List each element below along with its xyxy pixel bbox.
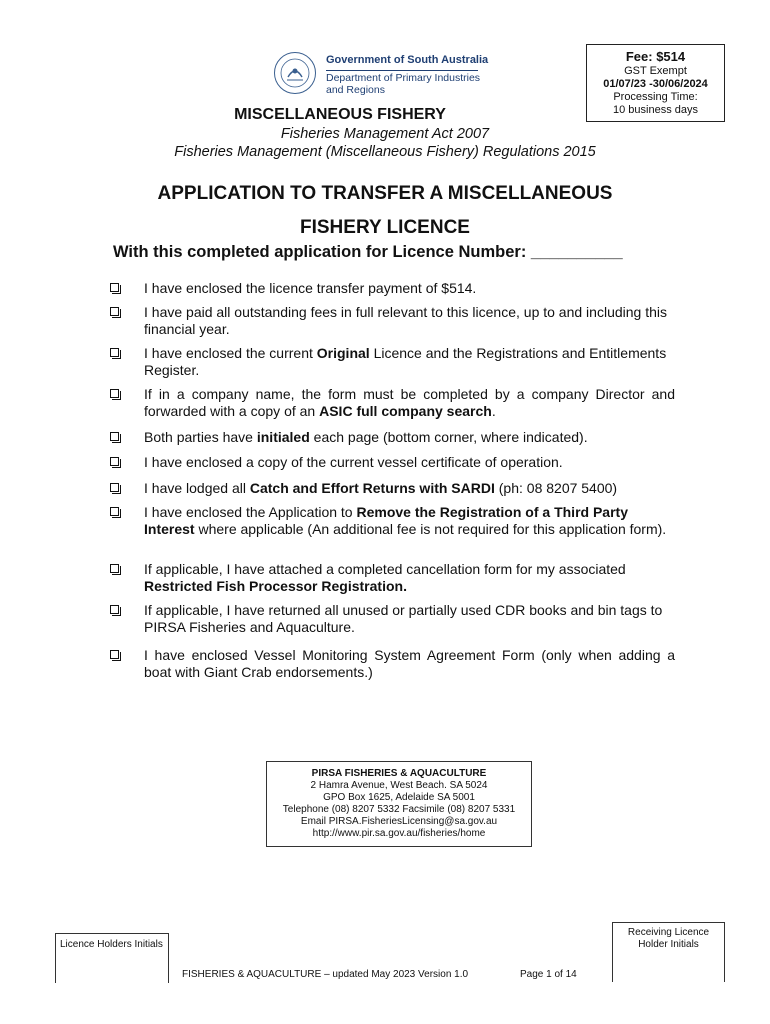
text-run: I have enclosed the licence transfer payment of $514. (144, 280, 477, 296)
fee-period: 01/07/23 -30/06/2024 (603, 78, 708, 90)
checkbox[interactable] (110, 650, 119, 659)
page-title-line-2: FISHERY LICENCE (300, 217, 470, 238)
checkbox[interactable] (110, 564, 119, 573)
fee-amount: Fee: $514 (625, 49, 686, 64)
gst-status: GST Exempt (624, 65, 687, 77)
text-run: I have paid all outstanding fees in full relevant to this licence, up to and including this financial year. (144, 304, 667, 337)
bold-text: ASIC full company search (319, 403, 492, 419)
text-run: If applicable, I have attached a completed cancellation form for my associated (144, 561, 626, 577)
bold-text: Original (316, 345, 370, 361)
text-run: . (491, 403, 496, 419)
checklist-text (144, 602, 675, 636)
checklist-text (144, 386, 675, 420)
checkbox[interactable] (110, 283, 119, 292)
checkbox[interactable] (110, 507, 119, 516)
checklist-item[interactable] (110, 454, 675, 471)
contact-phone: Telephone (08) 8207 5332 Facsimile (08) 8207 5331 (282, 804, 516, 815)
checklist-text (144, 504, 675, 538)
footer-version: FISHERIES & AQUACULTURE – updated May 2023 Version 1.0 (182, 969, 469, 980)
checklist-text (144, 429, 675, 446)
text-run: If in a company name, the form must be completed by a company Director and forwarded with a copy of an (144, 386, 675, 419)
text-run: Both parties have (144, 429, 257, 445)
state-seal-icon (274, 52, 316, 94)
logo-divider (326, 70, 478, 71)
checklist-text (144, 280, 675, 297)
fishery-title: MISCELLANEOUS FISHERY (234, 106, 446, 123)
text-run: where applicable (An additional fee is not required for this application form). (194, 521, 667, 537)
checklist-item[interactable] (110, 561, 675, 595)
checklist-text (144, 647, 675, 681)
licence-holder-initials-box[interactable]: Licence Holders Initials (55, 933, 169, 983)
text-run: Licence and the Registrations and Entitlements Register. (144, 345, 667, 378)
text-run: If applicable, I have returned all unused or partially used CDR books and bin tags to PIRSA Fisheries and Aquaculture. (144, 602, 663, 635)
text-run: I have enclosed a copy of the current vessel certificate of operation. (144, 454, 563, 470)
government-logo (274, 50, 494, 98)
processing-time: 10 business days (613, 104, 698, 116)
department-line-1: Department of Primary Industries (326, 72, 481, 84)
government-name: Government of South Australia (326, 54, 489, 66)
bold-text: Restricted Fish Processor Registration. (144, 578, 407, 594)
checkbox[interactable] (110, 457, 119, 466)
text-run: I have lodged all (144, 480, 250, 496)
checkbox[interactable] (110, 483, 119, 492)
checklist-item[interactable] (110, 386, 675, 420)
receiving-label-line-2: Holder Initials (638, 939, 699, 950)
receiving-label-line-1: Receiving Licence (627, 927, 710, 938)
checklist-text (144, 454, 675, 471)
text-run: I have enclosed Vessel Monitoring System Agreement Form (only when adding a boat with Giant Crab endorsements.) (144, 647, 675, 680)
contact-website[interactable]: http://www.pir.sa.gov.au/fisheries/home (312, 828, 486, 839)
page-number: Page 1 of 14 (520, 969, 577, 980)
checkbox[interactable] (110, 307, 119, 316)
checklist-text (144, 561, 675, 595)
contact-email[interactable]: Email PIRSA.FisheriesLicensing@sa.gov.au (300, 816, 498, 827)
checklist-item[interactable] (110, 280, 675, 297)
checklist-item[interactable] (110, 345, 675, 379)
department-name (326, 72, 480, 96)
page-title (0, 177, 770, 245)
checklist-item[interactable] (110, 504, 675, 538)
checklist-item[interactable] (110, 602, 675, 636)
checkbox[interactable] (110, 432, 119, 441)
act-title: Fisheries Management Act 2007 (280, 126, 490, 142)
contact-address-box (266, 761, 532, 847)
checklist-item[interactable] (110, 429, 675, 446)
checkbox[interactable] (110, 605, 119, 614)
licence-number-line: With this completed application for Licence Number: __________ (113, 243, 623, 261)
text-run: I have enclosed the current (144, 345, 317, 361)
checklist-text (144, 345, 675, 379)
checkbox[interactable] (110, 348, 119, 357)
text-run: (ph: 08 8207 5400) (494, 480, 618, 496)
text-run: each page (bottom corner, where indicated). (309, 429, 588, 445)
checkbox[interactable] (110, 389, 119, 398)
bold-text: initialed (256, 429, 310, 445)
checklist-item[interactable] (110, 480, 675, 497)
department-line-2: and Regions (326, 84, 385, 96)
contact-po-box: GPO Box 1625, Adelaide SA 5001 (323, 792, 475, 803)
text-run: I have enclosed the Application to (144, 504, 357, 520)
checklist-item[interactable] (110, 647, 675, 681)
checklist-item[interactable] (110, 304, 675, 338)
page-title-line-1: APPLICATION TO TRANSFER A MISCELLANEOUS (157, 183, 613, 204)
contact-org: PIRSA FISHERIES & AQUACULTURE (311, 768, 487, 779)
processing-label: Processing Time: (613, 91, 698, 103)
receiving-holder-initials-box[interactable] (612, 922, 725, 982)
fee-box (586, 44, 725, 122)
checklist-text (144, 304, 675, 338)
regulations-title: Fisheries Management (Miscellaneous Fishery) Regulations 2015 (174, 144, 596, 160)
checklist-text (144, 480, 675, 497)
contact-street: 2 Hamra Avenue, West Beach. SA 5024 (310, 780, 488, 791)
bold-text: Catch and Effort Returns with SARDI (249, 480, 495, 496)
bold-text: Remove the Registration of a Third Party Interest (144, 504, 628, 537)
